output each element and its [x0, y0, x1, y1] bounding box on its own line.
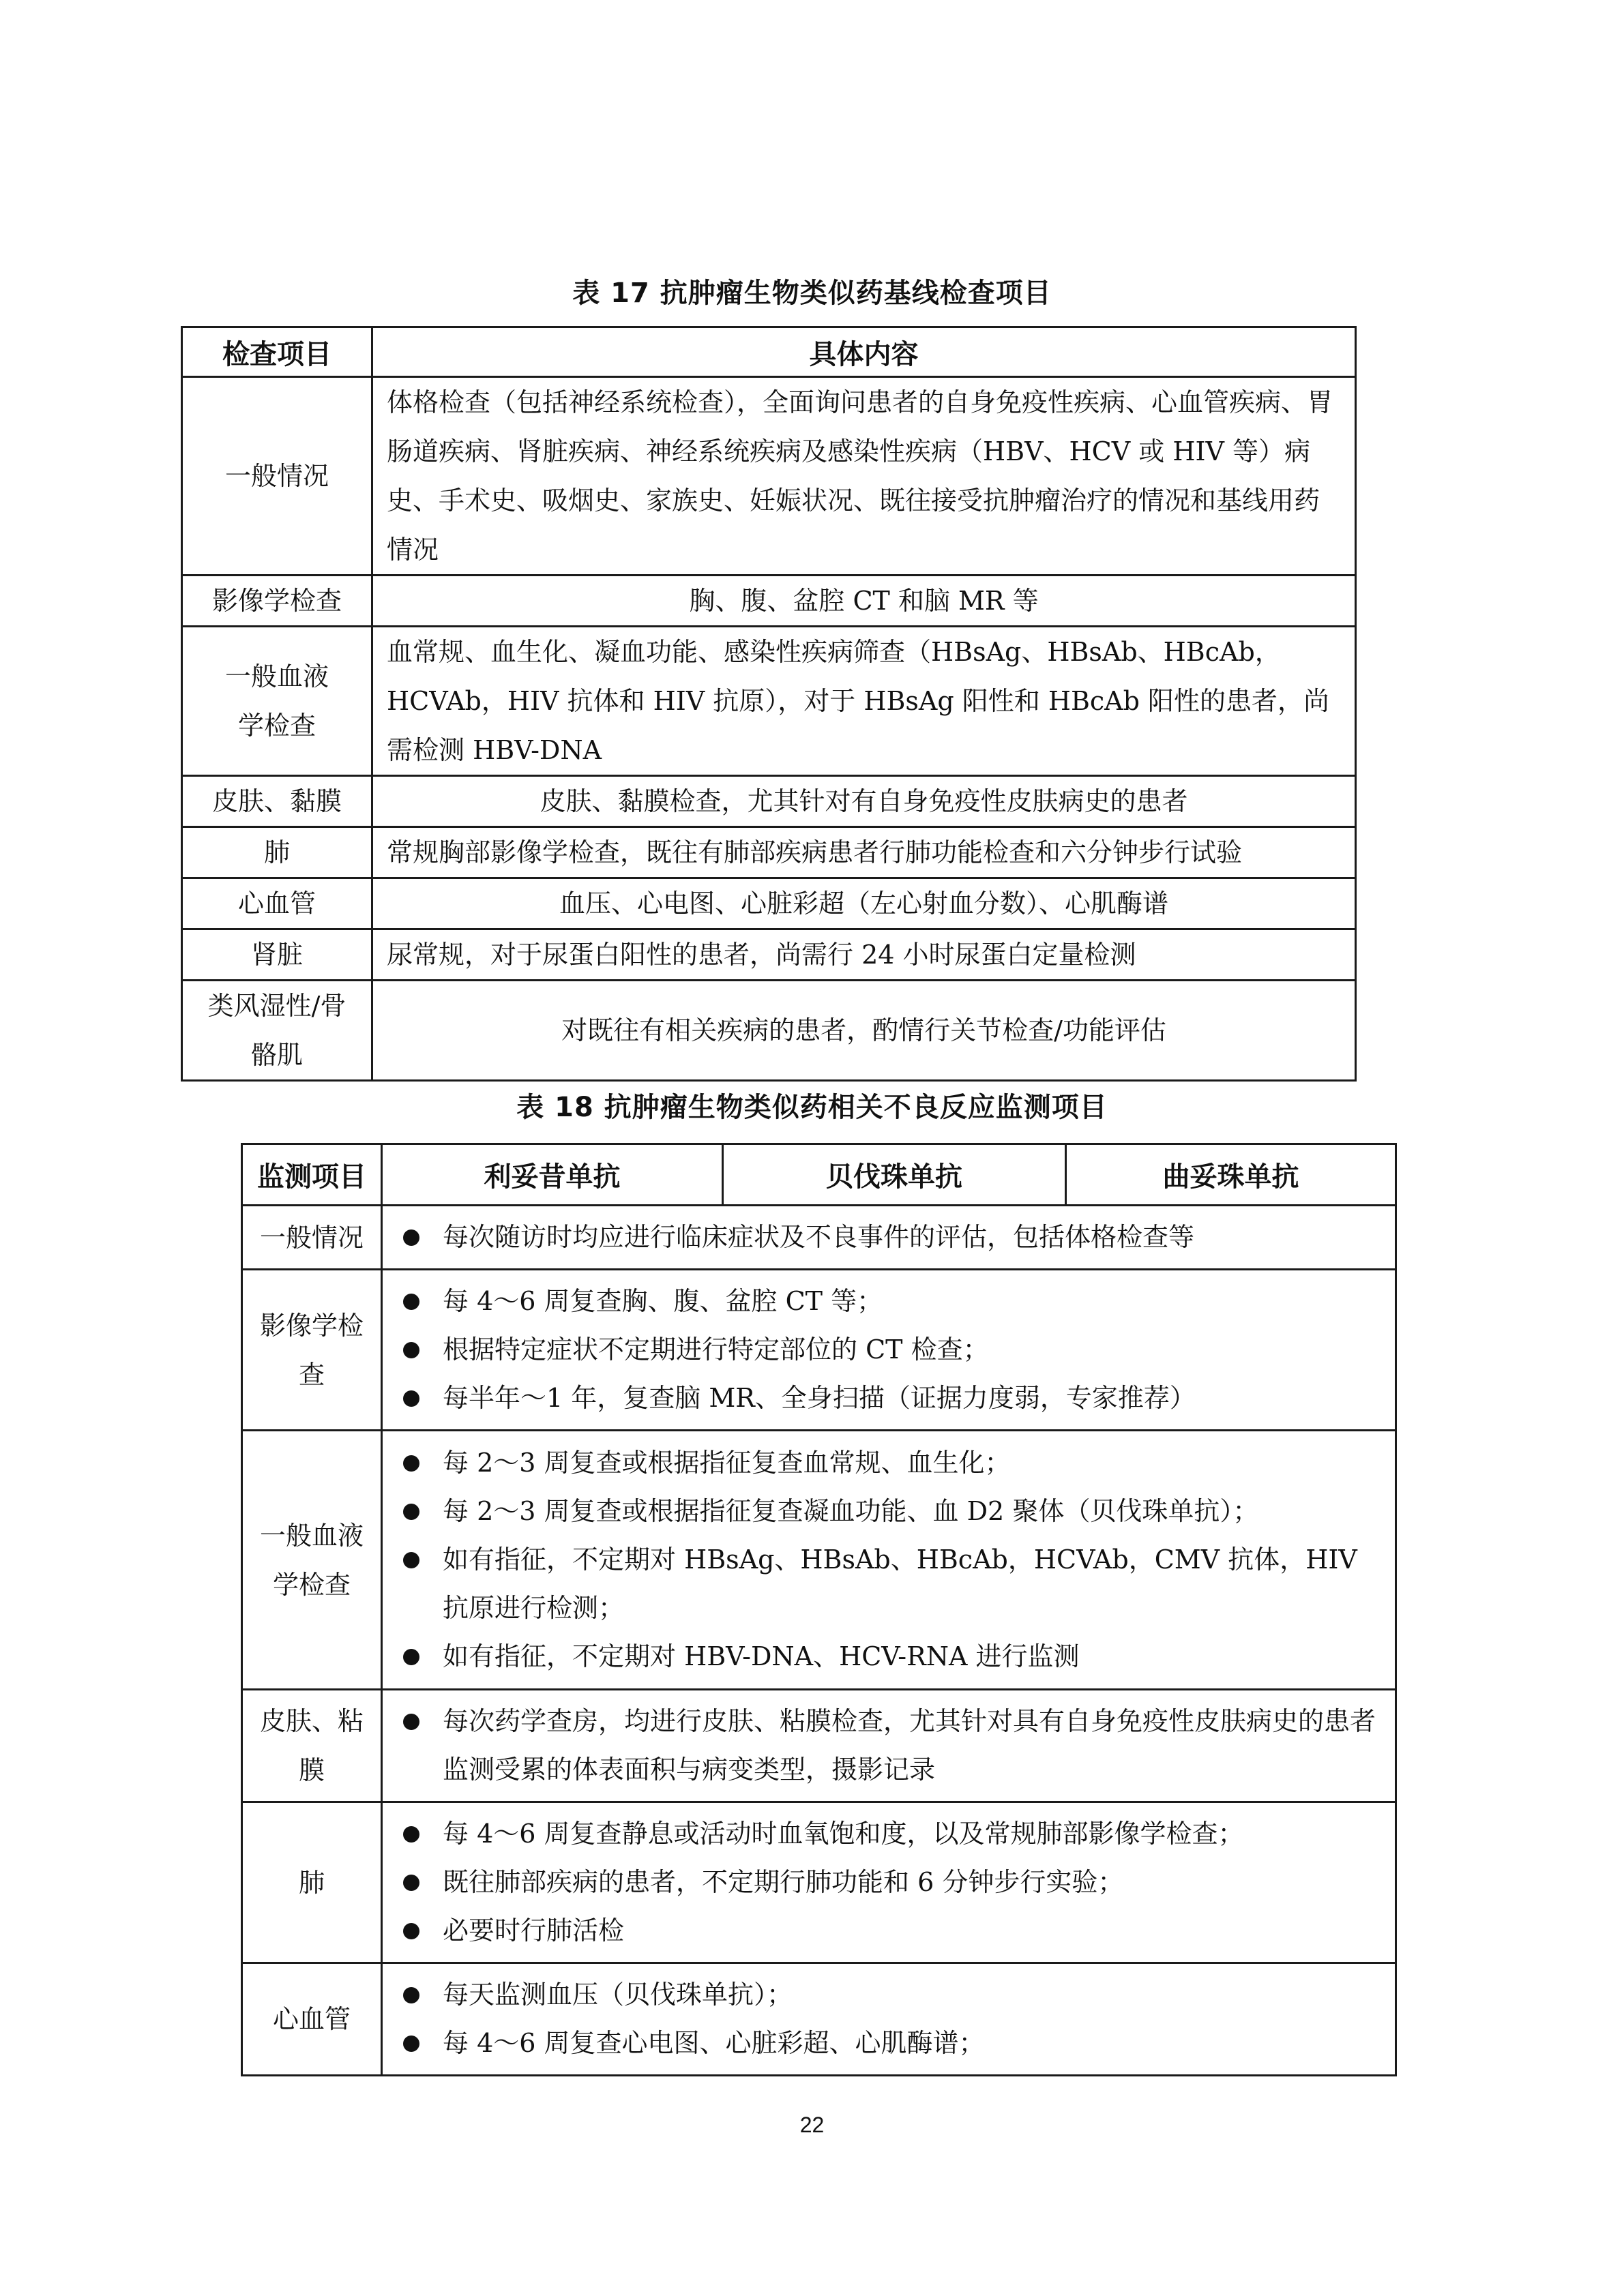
row-content: 皮肤、黏膜检查，尤其针对有自身免疫性皮肤病史的患者	[372, 776, 1356, 827]
row-label: 心血管	[242, 1963, 382, 2076]
list-item: 必要时行肺活检	[396, 1907, 1381, 1955]
row-label: 影像学检查	[182, 576, 372, 627]
table-row	[182, 929, 1356, 981]
row-label: 肾脏	[182, 929, 372, 981]
table-row	[242, 1270, 1396, 1431]
column-header-content: 具体内容	[372, 327, 1356, 377]
table-18-caption: 表 18 抗肿瘤生物类似药相关不良反应监测项目	[516, 1092, 1108, 1123]
list-item: 既往肺部疾病的患者，不定期行肺功能和 6 分钟步行实验；	[396, 1858, 1381, 1907]
table-header-row	[242, 1144, 1396, 1206]
bullet-icon	[403, 1987, 419, 2003]
row-label: 肺	[182, 827, 372, 878]
page-number: 22	[799, 2113, 825, 2137]
row-content	[382, 1802, 1396, 1963]
table-header-row	[182, 327, 1356, 377]
list-item: 每次随访时均应进行临床症状及不良事件的评估，包括体格检查等	[396, 1213, 1381, 1262]
list-item: 每 2～3 周复查或根据指征复查凝血功能、血 D2 聚体（贝伐珠单抗）；	[396, 1487, 1381, 1536]
row-label: 影像学检查	[242, 1270, 382, 1431]
column-header-item: 检查项目	[182, 327, 372, 377]
table-17-caption: 表 17 抗肿瘤生物类似药基线检查项目	[572, 278, 1052, 309]
table-row	[182, 627, 1356, 776]
list-item: 每次药学查房，均进行皮肤、粘膜检查，尤其针对具有自身免疫性皮肤病史的患者监测受累的体表面积与病变类型，摄影记录	[396, 1697, 1381, 1794]
row-content: 体格检查（包括神经系统检查），全面询问患者的自身免疫性疾病、心血管疾病、胃肠道疾病、肾脏疾病、神经系统疾病及感染性疾病（HBV、HCV 或 HIV 等）病史、手术史、吸烟史、家族史、妊娠状况、既往接受抗肿瘤治疗的情况和基线用药情况	[372, 377, 1356, 576]
table-row	[182, 576, 1356, 627]
bullet-icon	[403, 2036, 419, 2052]
column-header-bevacizumab: 贝伐珠单抗	[723, 1144, 1066, 1206]
column-header-trastuzumab: 曲妥珠单抗	[1066, 1144, 1396, 1206]
table-row	[182, 878, 1356, 929]
list-item: 每天监测血压（贝伐珠单抗）；	[396, 1971, 1381, 2019]
bullet-icon	[403, 1229, 419, 1246]
row-label: 类风湿性/骨骼肌	[182, 981, 372, 1081]
table-17	[181, 326, 1357, 1082]
row-content	[382, 1690, 1396, 1802]
row-content	[382, 1431, 1396, 1690]
row-content	[382, 1270, 1396, 1431]
bullet-icon	[403, 1504, 419, 1520]
bullet-icon	[403, 1455, 419, 1472]
row-label: 一般血液学检查	[182, 627, 372, 776]
table-row	[182, 827, 1356, 878]
row-content: 常规胸部影像学检查，既往有肺部疾病患者行肺功能检查和六分钟步行试验	[372, 827, 1356, 878]
table-row	[242, 1690, 1396, 1802]
list-item: 根据特定症状不定期进行特定部位的 CT 检查；	[396, 1326, 1381, 1374]
list-item: 每 4～6 周复查静息或活动时血氧饱和度，以及常规肺部影像学检查；	[396, 1810, 1381, 1858]
table-row	[182, 981, 1356, 1081]
row-content	[382, 1206, 1396, 1270]
bullet-icon	[403, 1714, 419, 1730]
row-label: 肺	[242, 1802, 382, 1963]
table-row	[182, 776, 1356, 827]
row-content: 尿常规，对于尿蛋白阳性的患者，尚需行 24 小时尿蛋白定量检测	[372, 929, 1356, 981]
column-header-rituximab: 利妥昔单抗	[382, 1144, 723, 1206]
bullet-icon	[403, 1390, 419, 1407]
bullet-icon	[403, 1923, 419, 1939]
bullet-icon	[403, 1294, 419, 1310]
row-label: 一般情况	[182, 377, 372, 576]
column-header-item: 监测项目	[242, 1144, 382, 1206]
table-18	[241, 1143, 1397, 2076]
bullet-icon	[403, 1875, 419, 1891]
row-content: 对既往有相关疾病的患者，酌情行关节检查/功能评估	[372, 981, 1356, 1081]
row-label: 皮肤、黏膜	[182, 776, 372, 827]
list-item: 每 4～6 周复查胸、腹、盆腔 CT 等；	[396, 1277, 1381, 1326]
table-row	[182, 377, 1356, 576]
bullet-icon	[403, 1826, 419, 1843]
row-content: 胸、腹、盆腔 CT 和脑 MR 等	[372, 576, 1356, 627]
list-item: 每 2～3 周复查或根据指征复查血常规、血生化；	[396, 1439, 1381, 1487]
row-content: 血压、心电图、心脏彩超（左心射血分数）、心肌酶谱	[372, 878, 1356, 929]
list-item: 如有指征，不定期对 HBV-DNA、HCV-RNA 进行监测	[396, 1632, 1381, 1681]
row-label: 心血管	[182, 878, 372, 929]
bullet-icon	[403, 1342, 419, 1358]
row-label: 皮肤、粘膜	[242, 1690, 382, 1802]
row-content	[382, 1963, 1396, 2076]
row-label: 一般情况	[242, 1206, 382, 1270]
list-item: 每半年～1 年，复查脑 MR、全身扫描（证据力度弱，专家推荐）	[396, 1374, 1381, 1422]
bullet-icon	[403, 1649, 419, 1665]
list-item: 如有指征，不定期对 HBsAg、HBsAb、HBcAb，HCVAb，CMV 抗体，HIV 抗原进行检测；	[396, 1536, 1381, 1632]
table-row	[242, 1802, 1396, 1963]
table-row	[242, 1206, 1396, 1270]
table-row	[242, 1963, 1396, 2076]
bullet-icon	[403, 1552, 419, 1568]
list-item: 每 4～6 周复查心电图、心脏彩超、心肌酶谱；	[396, 2019, 1381, 2068]
row-content: 血常规、血生化、凝血功能、感染性疾病筛查（HBsAg、HBsAb、HBcAb，HCVAb，HIV 抗体和 HIV 抗原），对于 HBsAg 阳性和 HBcAb 阳性的患者，尚需检测 HBV-DNA	[372, 627, 1356, 776]
row-label: 一般血液学检查	[242, 1431, 382, 1690]
table-row	[242, 1431, 1396, 1690]
